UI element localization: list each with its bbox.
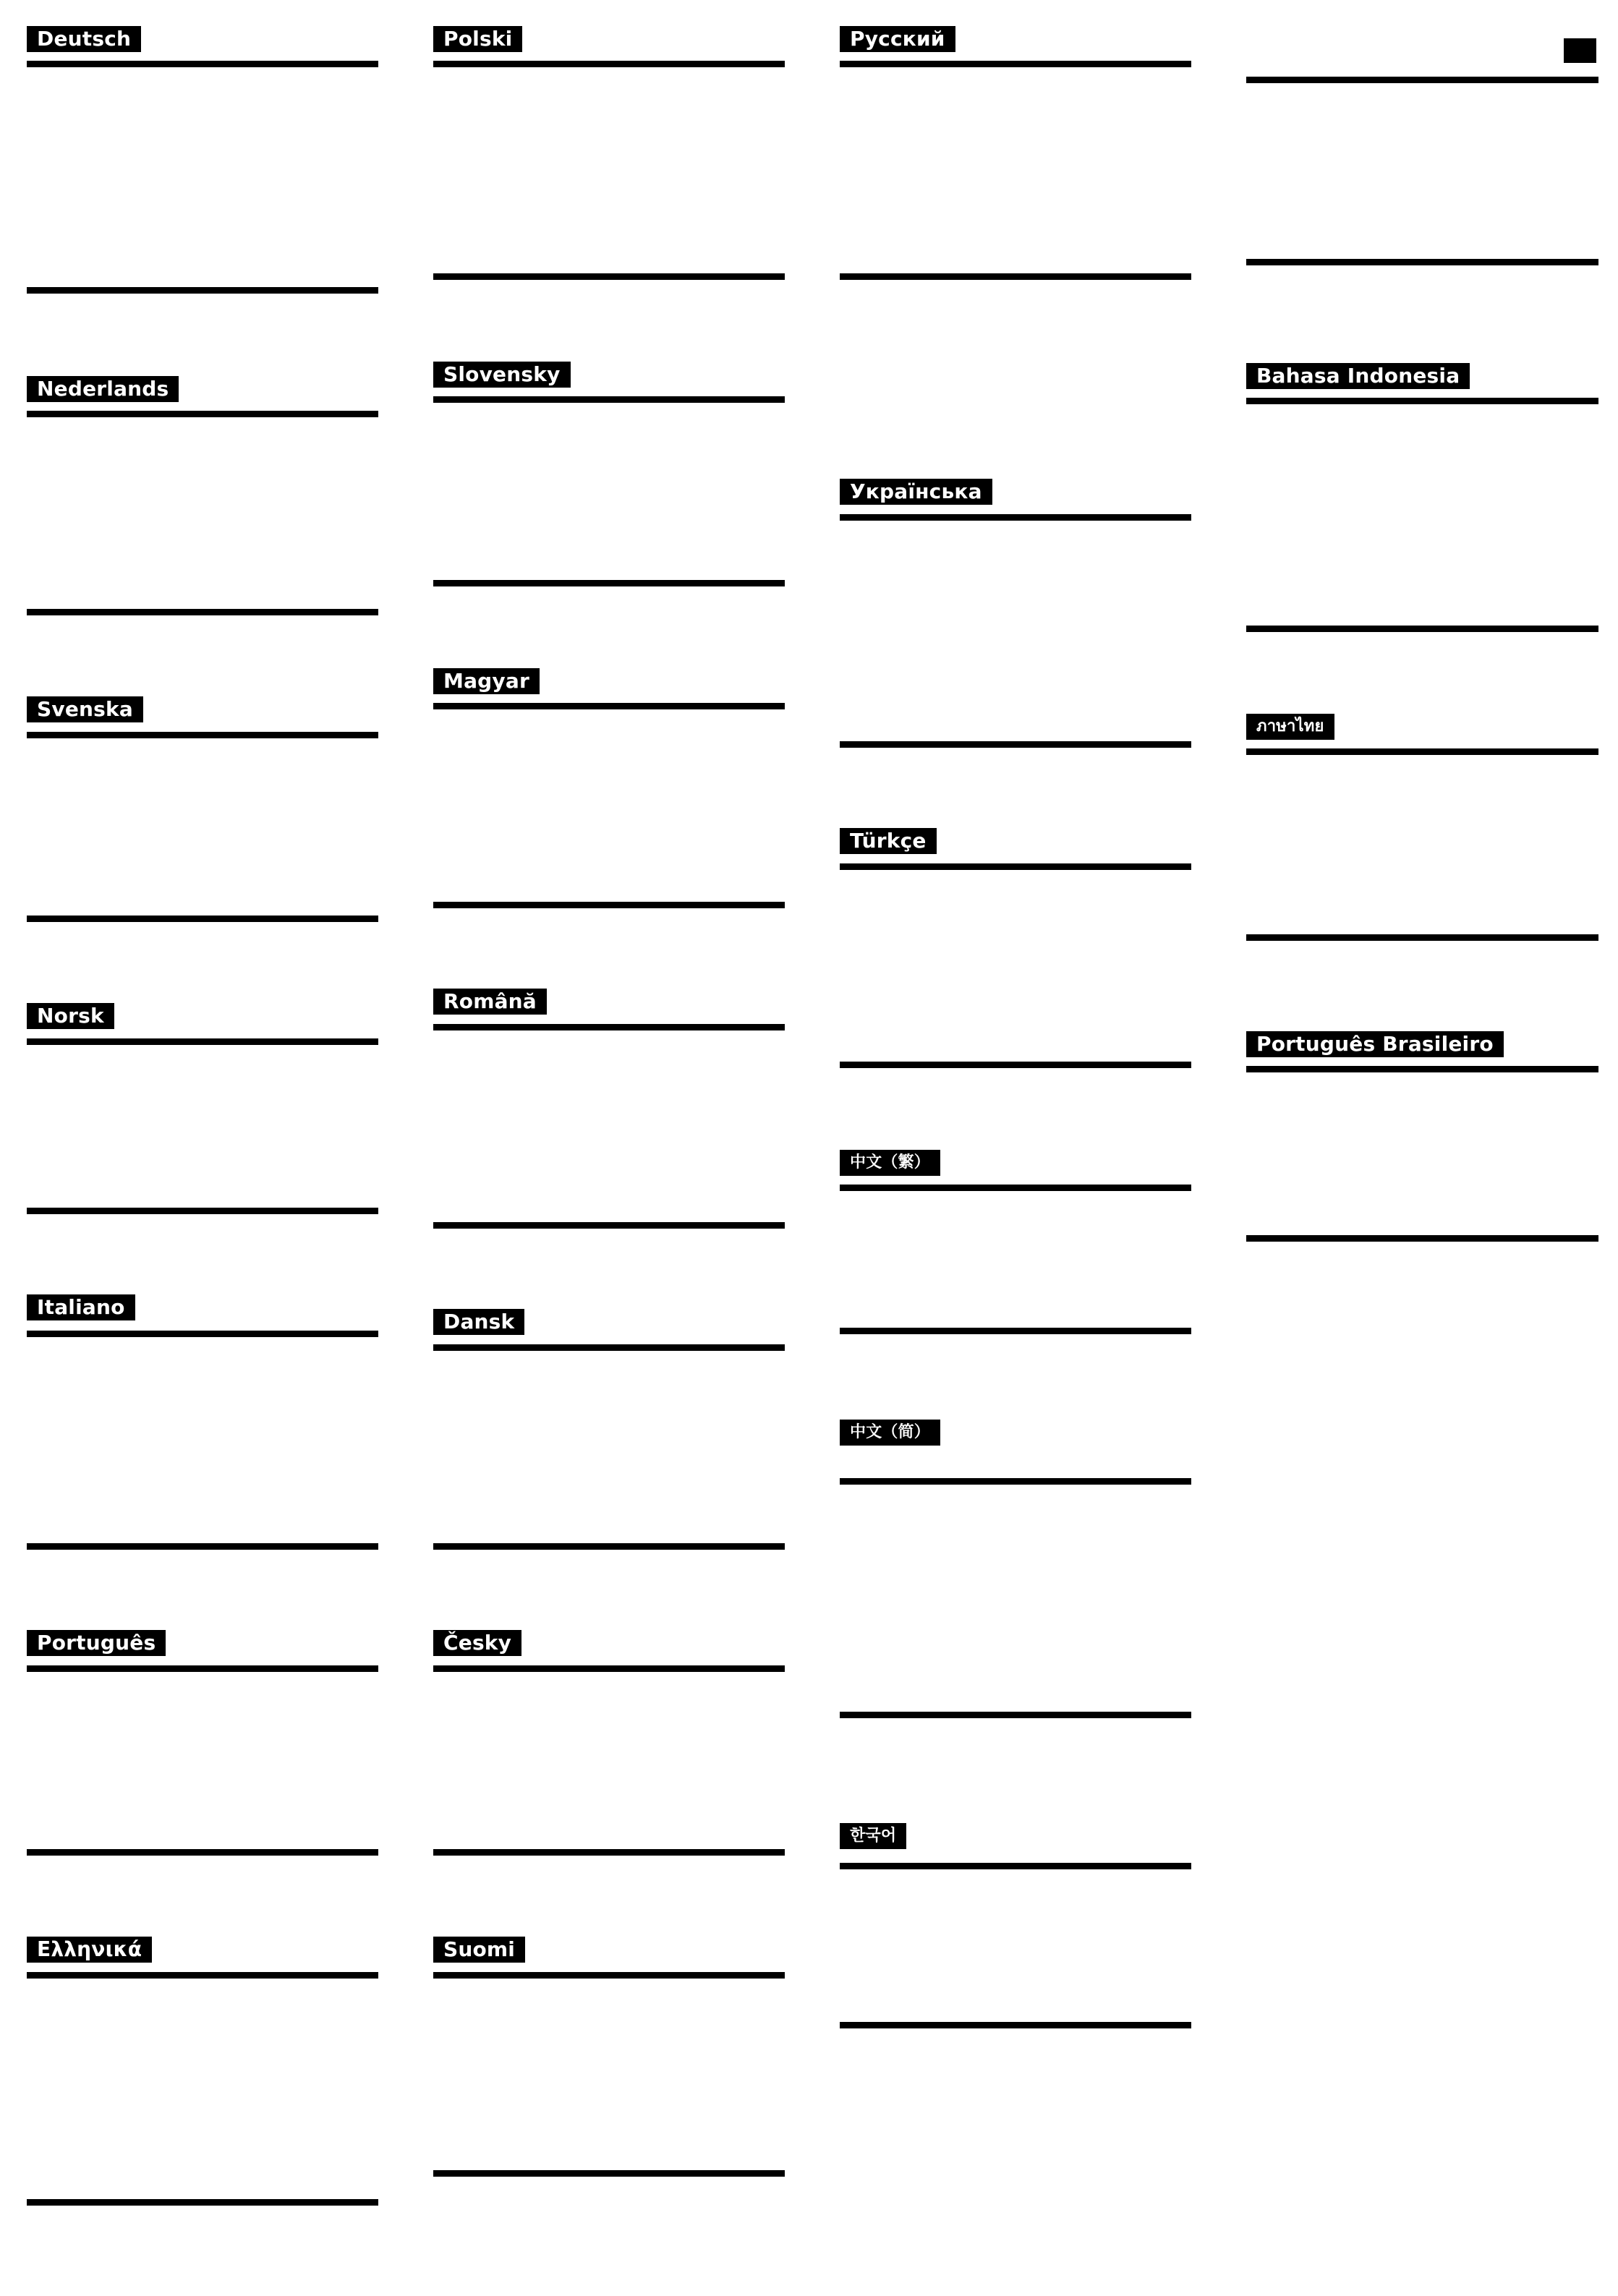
language-label: Română xyxy=(433,989,547,1015)
section-russkiy xyxy=(840,26,1191,52)
language-label: Українська xyxy=(840,479,992,505)
section-top-rule xyxy=(433,1024,785,1030)
section-top-rule xyxy=(1246,398,1598,404)
section-top-rule xyxy=(27,1972,378,1979)
section-chinese-traditional xyxy=(840,1150,1191,1176)
section-svenska xyxy=(27,696,378,722)
language-label: Dansk xyxy=(433,1309,524,1335)
section-top-rule xyxy=(1246,748,1598,755)
language-label: 中文（简） xyxy=(840,1420,940,1446)
section-bottom-rule xyxy=(27,2199,378,2206)
section-bottom-rule xyxy=(433,1543,785,1550)
section-turkce xyxy=(840,828,1191,854)
section-bottom-rule xyxy=(433,1849,785,1856)
section-korean xyxy=(840,1823,1191,1849)
section-top-rule xyxy=(840,1863,1191,1869)
column-4 xyxy=(1246,0,1598,2296)
section-top-rule xyxy=(840,863,1191,870)
section-bottom-rule xyxy=(433,2170,785,2177)
language-label: 中文（繁） xyxy=(840,1150,940,1176)
language-label: Ελληνικά xyxy=(27,1937,152,1963)
section-ellinika xyxy=(27,1937,378,1963)
column-2 xyxy=(433,0,785,2296)
language-label: Português Brasileiro xyxy=(1246,1031,1504,1057)
language-label: Slovensky xyxy=(433,362,571,388)
language-label: Deutsch xyxy=(27,26,141,52)
section-bottom-rule xyxy=(840,273,1191,280)
section-top-rule xyxy=(840,1185,1191,1191)
section-bottom-rule xyxy=(433,1222,785,1229)
section-bottom-rule xyxy=(433,902,785,908)
section-dansk xyxy=(433,1309,785,1335)
section-bottom-rule xyxy=(27,1543,378,1550)
section-top-rule xyxy=(433,1972,785,1979)
language-label: Suomi xyxy=(433,1937,525,1963)
section-slovensky xyxy=(433,362,785,388)
section-bahasa-indonesia xyxy=(1246,363,1598,389)
section-bottom-rule xyxy=(433,580,785,586)
section-bottom-rule xyxy=(27,916,378,922)
section-bottom-rule xyxy=(840,2022,1191,2028)
language-label: Norsk xyxy=(27,1003,114,1029)
section-chinese-simplified xyxy=(840,1420,1191,1446)
column-3 xyxy=(840,0,1191,2296)
section-top-rule xyxy=(1246,77,1598,83)
language-label: Svenska xyxy=(27,696,143,722)
section-bottom-rule xyxy=(840,741,1191,748)
section-bottom-rule xyxy=(840,1712,1191,1718)
language-label: Türkçe xyxy=(840,828,937,854)
section-ukrainska xyxy=(840,479,1191,505)
section-thai xyxy=(1246,714,1598,740)
section-top-rule xyxy=(433,61,785,67)
section-bottom-rule xyxy=(840,1062,1191,1068)
section-bottom-rule xyxy=(433,273,785,280)
section-top-rule xyxy=(840,1478,1191,1485)
section-top-rule xyxy=(840,514,1191,521)
section-polski xyxy=(433,26,785,52)
column-1 xyxy=(27,0,378,2296)
section-top-rule xyxy=(433,396,785,403)
section-bottom-rule xyxy=(27,1208,378,1214)
language-label: Nederlands xyxy=(27,376,179,402)
section-bottom-rule xyxy=(1246,259,1598,265)
language-label: Česky xyxy=(433,1630,521,1656)
language-label: Português xyxy=(27,1630,166,1656)
section-top-rule xyxy=(27,61,378,67)
section-bottom-rule xyxy=(1246,1235,1598,1242)
section-magyar xyxy=(433,668,785,694)
language-label: Italiano xyxy=(27,1294,135,1320)
section-top-rule xyxy=(27,411,378,417)
language-label: Русский xyxy=(840,26,955,52)
section-italiano xyxy=(27,1294,378,1320)
section-top-rule xyxy=(27,732,378,738)
section-cesky xyxy=(433,1630,785,1656)
section-romana xyxy=(433,989,785,1015)
language-label: ภาษาไทย xyxy=(1246,714,1334,740)
section-bottom-rule xyxy=(27,287,378,294)
section-top-rule xyxy=(1246,1066,1598,1072)
section-bottom-rule xyxy=(27,1849,378,1856)
section-suomi xyxy=(433,1937,785,1963)
section-nederlands xyxy=(27,376,378,402)
language-label: Bahasa Indonesia xyxy=(1246,363,1470,389)
section-bottom-rule xyxy=(27,609,378,615)
section-bottom-rule xyxy=(840,1328,1191,1334)
section-top-rule xyxy=(840,61,1191,67)
language-label: Polski xyxy=(433,26,522,52)
section-portugues xyxy=(27,1630,378,1656)
section-portugues-brasileiro xyxy=(1246,1031,1598,1057)
section-norsk xyxy=(27,1003,378,1029)
section-top-rule xyxy=(433,1344,785,1351)
section-top-rule xyxy=(27,1038,378,1045)
section-top-rule xyxy=(27,1665,378,1672)
section-top-rule xyxy=(433,1665,785,1672)
section-bottom-rule xyxy=(1246,934,1598,941)
language-label: 한국어 xyxy=(840,1823,906,1849)
section-top-rule xyxy=(433,703,785,709)
section-top-rule xyxy=(27,1331,378,1337)
section-bottom-rule xyxy=(1246,626,1598,632)
language-label: Magyar xyxy=(433,668,540,694)
section-deutsch xyxy=(27,26,378,52)
